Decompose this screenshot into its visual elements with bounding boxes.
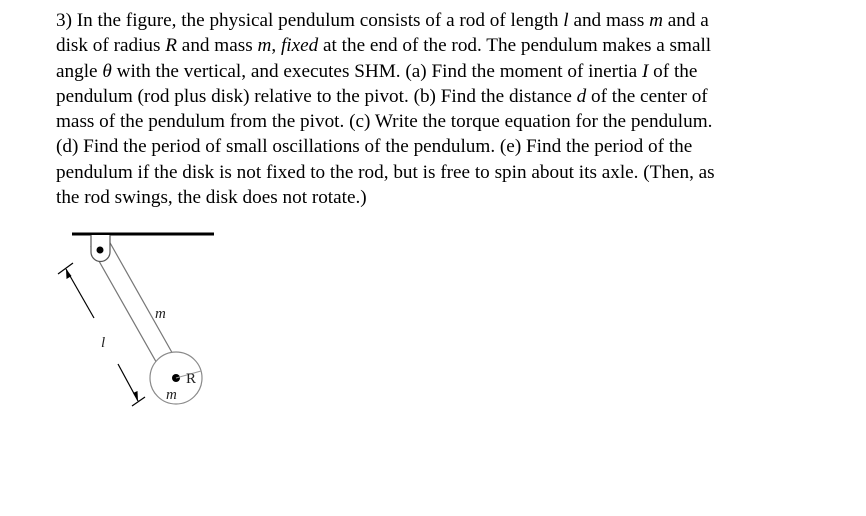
text-run: mass of the pendulum from the pivot. (c) Write the torque equation for the pendulum. [56, 111, 713, 133]
italic-symbol: I [641, 60, 649, 82]
length-tick-top [58, 263, 73, 274]
text-run: and a [662, 10, 709, 31]
italic-symbol: d [576, 85, 587, 107]
text-run: pendulum (rod plus disk) relative to the pivot. (b) Find the distance [56, 85, 577, 107]
text-run: pendulum if the disk is not fixed to the rod, but is free to spin about its axle. (Then, as [56, 161, 715, 183]
text-run: and mass [177, 35, 258, 57]
rod-mass-label: m [155, 306, 166, 322]
italic-symbol: m [257, 35, 272, 57]
text-run: disk of radius [56, 35, 166, 57]
text-run: , [271, 35, 281, 57]
text-run: and mass [568, 10, 650, 31]
length-label: l [101, 335, 106, 351]
italic-symbol: fixed [280, 35, 319, 57]
text-run: of the [648, 60, 698, 82]
text-run: at the end of the rod. The pendulum makes a small [318, 35, 712, 57]
italic-symbol: l [563, 10, 569, 31]
radius-label: R [186, 371, 197, 387]
text-run: (d) Find the period of small oscillations of the pendulum. (e) Find the period of the [56, 136, 693, 158]
length-tick-bottom [132, 397, 145, 406]
pivot-point [97, 247, 104, 254]
italic-symbol: R [165, 35, 177, 57]
text-run: with the vertical, and executes SHM. (a) Find the moment of inertia [111, 60, 642, 82]
text-run: of the center of [586, 85, 708, 107]
text-run: the rod swings, the disk does not rotate.) [56, 187, 367, 209]
text-run: angle [56, 60, 103, 82]
italic-symbol: θ [102, 60, 112, 82]
disk-mass-label: m [166, 387, 177, 403]
text-run: 3) In the figure, the physical pendulum consists of a rod of length [56, 10, 564, 31]
italic-symbol: m [649, 10, 663, 31]
